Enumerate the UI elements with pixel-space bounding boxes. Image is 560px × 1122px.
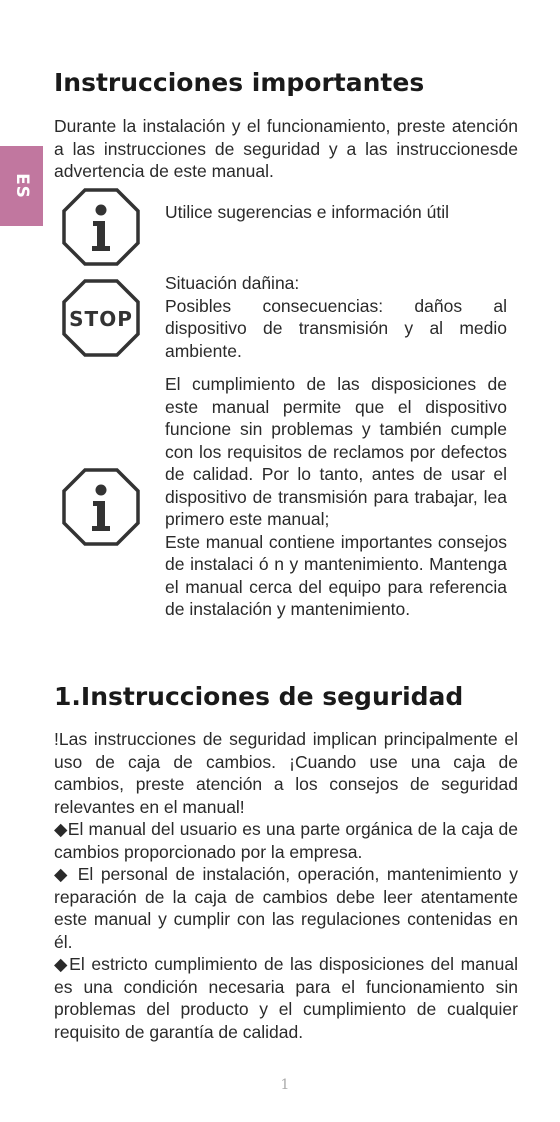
- page-title: Instrucciones importantes: [54, 68, 425, 97]
- safety-paragraph: ◆ El personal de instalación, operación, mantenimiento y reparación de la caja de cambios debe leer atentamente este manual y cumplir con las regulaciones contenidas en él.: [54, 864, 518, 952]
- page-number: 1: [280, 1077, 290, 1093]
- info-icon: [62, 468, 140, 546]
- safety-instructions: [54, 728, 518, 1043]
- section-title: 1.Instrucciones de seguridad: [54, 682, 464, 711]
- stop-icon: [62, 279, 140, 357]
- stop-sign-text: STOP: [69, 307, 133, 331]
- compliance-block: [165, 373, 507, 621]
- compliance-paragraph: El cumplimiento de las disposiciones de este manual permite que el dispositivo funcione sin problemas y también cumple con los requisitos de reclamos por defectos de calidad. Por lo tanto, antes de usar el dispositivo de transmisión para trabajar, lea primero este manual;: [165, 374, 507, 529]
- language-tab: [0, 146, 43, 226]
- harmful-situation-block: [165, 272, 507, 362]
- harmful-situation-text: Posibles consecuencias: daños al dispositivo de transmisión y al medio ambiente.: [165, 295, 507, 361]
- safety-paragraph: ◆El manual del usuario es una parte orgánica de la caja de cambios proporcionado por la empresa.: [54, 819, 518, 862]
- intro-paragraph: Durante la instalación y el funcionamiento, preste atención a las instrucciones de seguridad y a las instruccionesde advertencia de este manual.: [54, 116, 518, 181]
- language-tab-label: ES: [11, 173, 32, 199]
- harmful-situation-heading: Situación dañina:: [165, 273, 300, 293]
- info-icon: [62, 188, 140, 266]
- maintenance-paragraph: Este manual contiene importantes consejos de instalaci ó n y mantenimiento. Mantenga el manual cerca del equipo para referencia de instalación y mantenimiento.: [165, 531, 507, 619]
- info-tip-text: Utilice sugerencias e información útil: [165, 202, 450, 222]
- safety-paragraph: !Las instrucciones de seguridad implican principalmente el uso de caja de cambios. ¡Cuando use una caja de cambios, preste atención a los consejos de seguridad relevantes en el manual!: [54, 729, 518, 817]
- safety-paragraph: ◆El estricto cumplimiento de las disposiciones del manual es una condición necesaria para el funcionamiento sin problemas del producto y el cumplimiento de cualquier requisito de garantía de calidad.: [54, 954, 518, 1042]
